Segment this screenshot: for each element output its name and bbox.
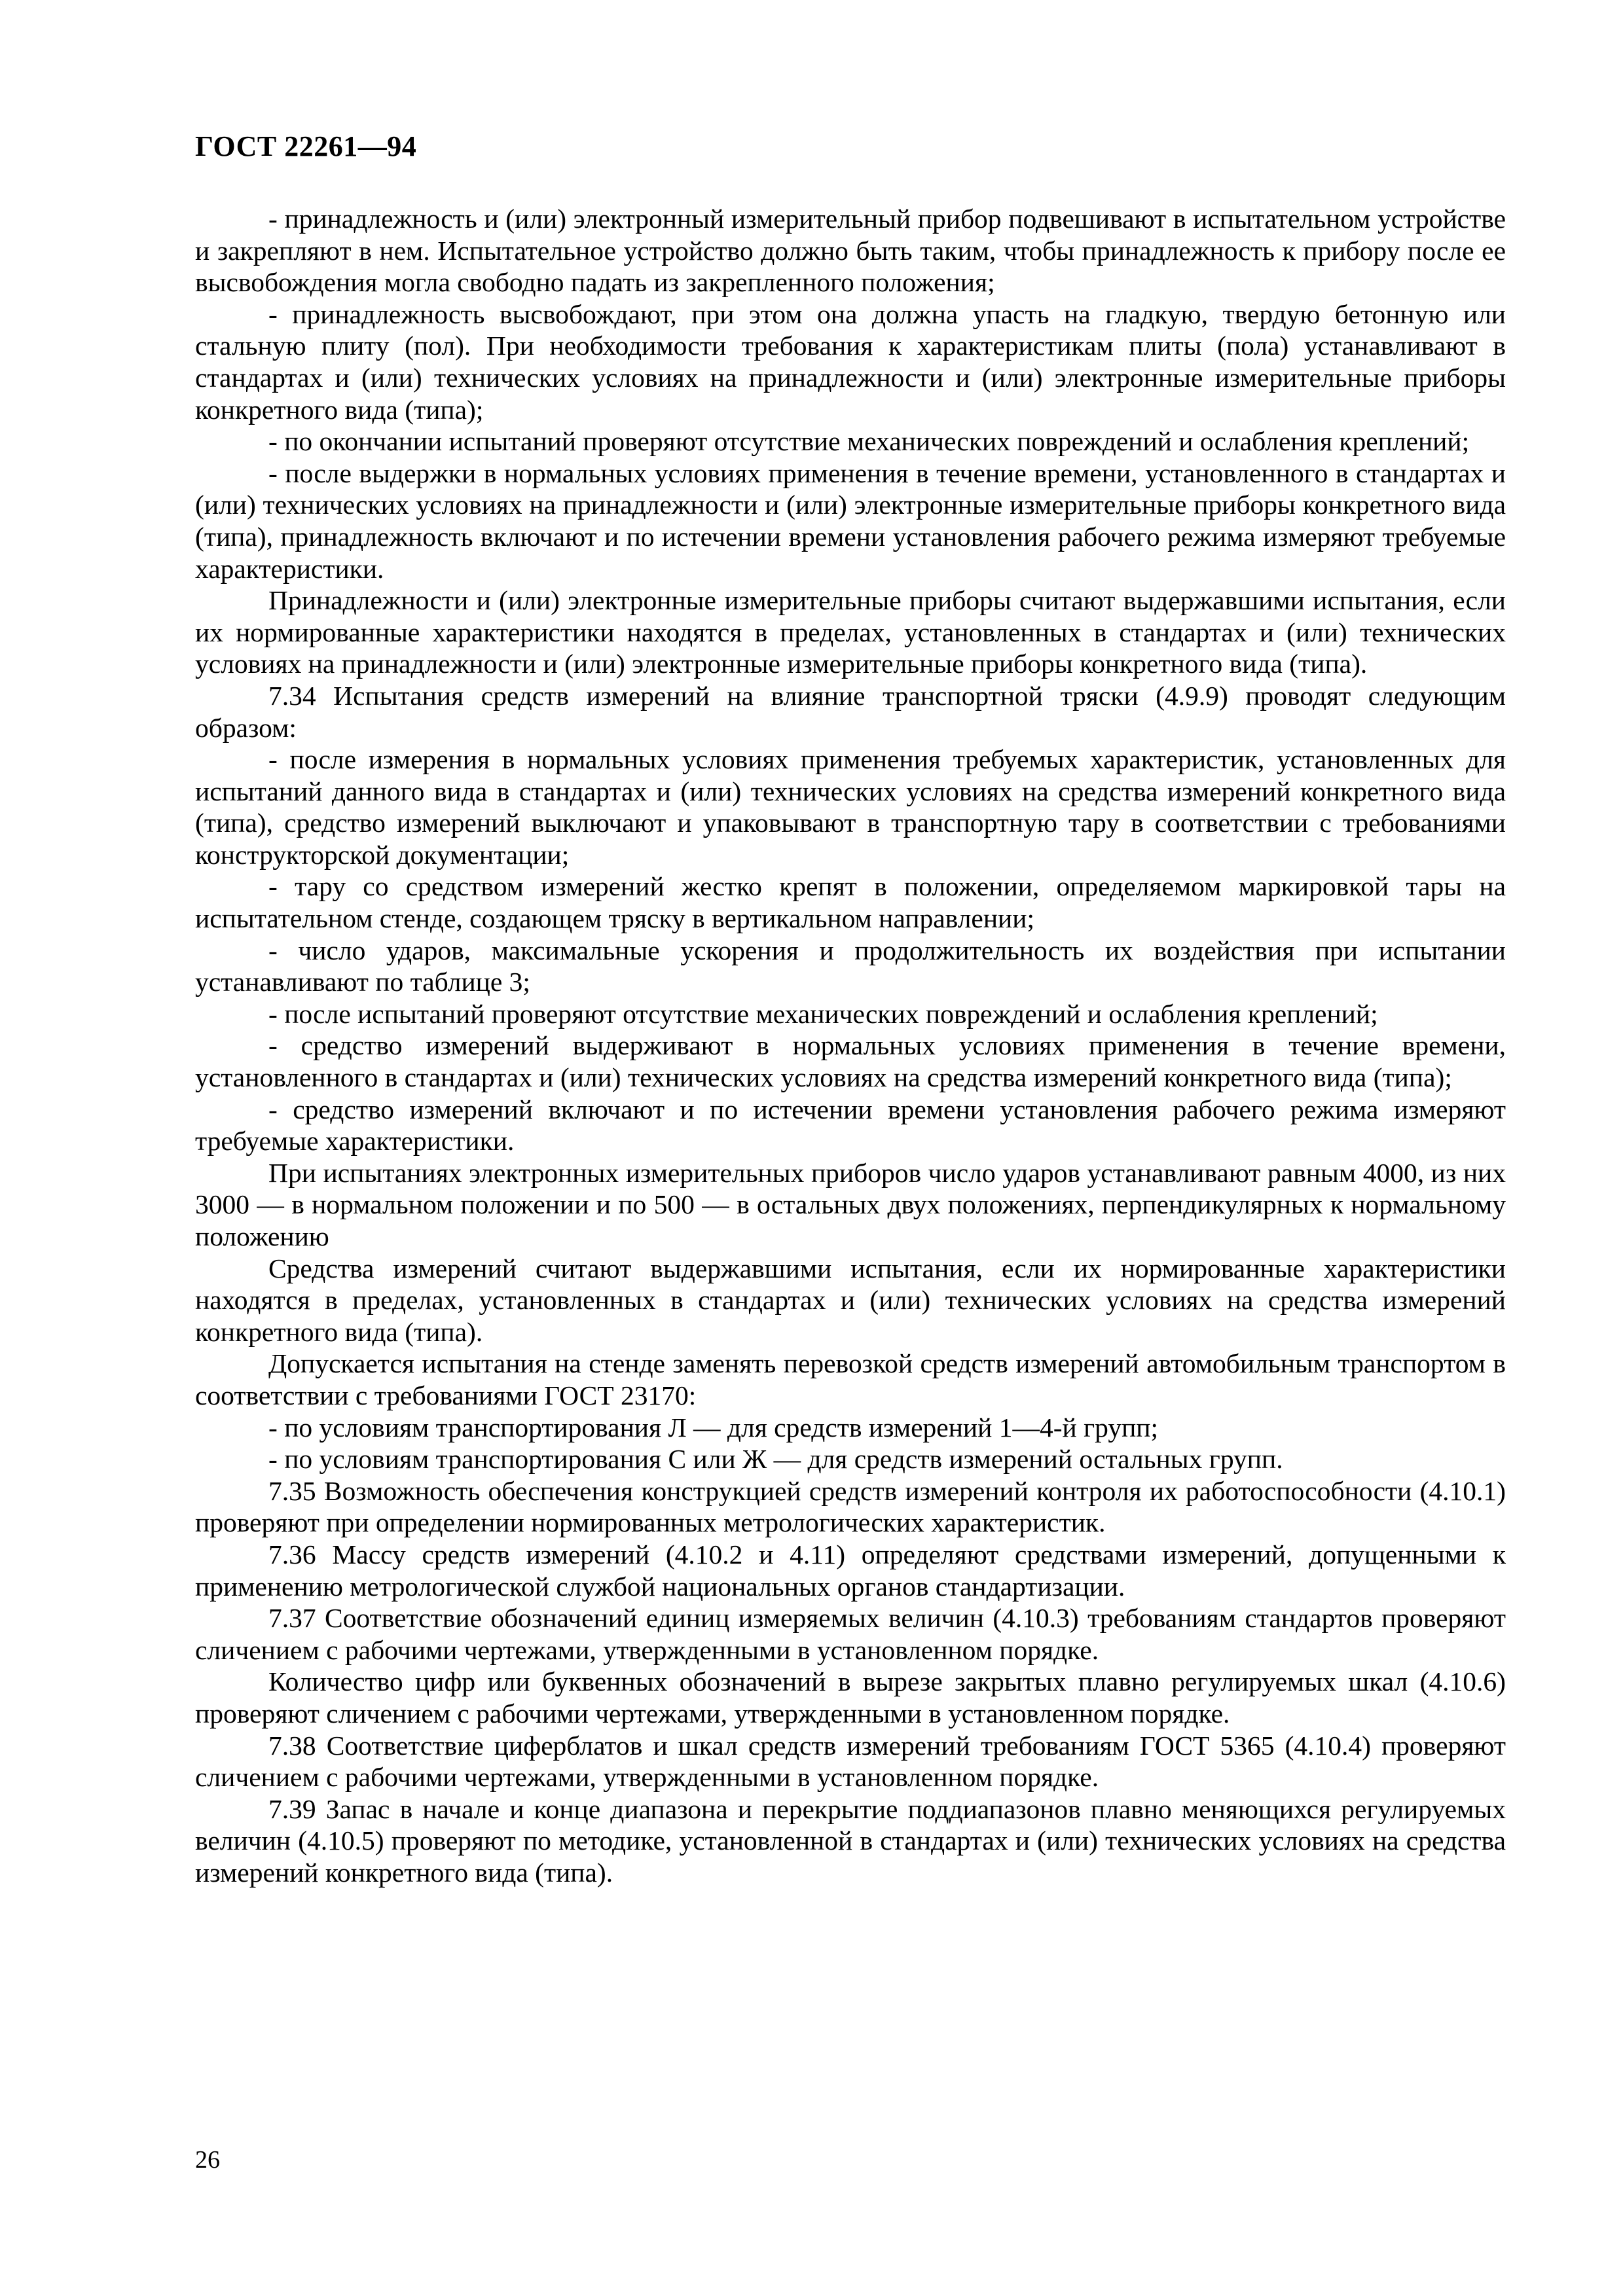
paragraph: - средство измерений включают и по истечении времени установления рабочего режима измеряют требуемые характеристики. [195,1094,1506,1157]
paragraph: 7.38 Соответствие циферблатов и шкал средств измерений требованиям ГОСТ 5365 (4.10.4) проверяют сличением с рабочими чертежами, утвержденными в установленном порядке. [195,1730,1506,1793]
paragraph: Средства измерений считают выдержавшими испытания, если их нормированные характеристики находятся в пределах, установленных в стандартах и (или) технических условиях на средства измерений конкретного вида (типа). [195,1253,1506,1347]
document-header: ГОСТ 22261—94 [195,130,417,162]
paragraph: - после выдержки в нормальных условиях применения в течение времени, установленного в стандартах и (или) технических условиях на принадлежности и (или) электронные измерительные приборы конкретного вида (типа), принадлежность включают и по истечении времени установления рабочего режима измеряют требуемые характеристики. [195,457,1506,584]
paragraph: - принадлежность и (или) электронный измерительный прибор подвешивают в испытательном устройстве и закрепляют в нем. Испытательное устройство должно быть таким, чтобы принадлежность к прибору после ее высвобождения могла свободно падать из закрепленного положения; [195,204,1506,298]
paragraph: 7.34 Испытания средств измерений на влияние транспортной тряски (4.9.9) проводят следующим образом: [195,680,1506,743]
paragraph: - средство измерений выдерживают в нормальных условиях применения в течение времени, установленного в стандартах и (или) технических условиях на средства измерений конкретного вида (типа); [195,1030,1506,1093]
paragraph: - по условиям транспортирования Л — для средств измерений 1—4-й групп; [268,1412,1159,1443]
paragraph: - по окончании испытаний проверяют отсутствие механических повреждений и ослабления креплений; [268,426,1470,457]
document-body [195,203,1506,1888]
paragraph: 7.35 Возможность обеспечения конструкцией средств измерений контроля их работоспособности (4.10.1) проверяют при определении нормированных метрологических характеристик. [195,1475,1506,1538]
paragraph: 7.37 Соответствие обозначений единиц измеряемых величин (4.10.3) требованиям стандартов проверяют сличением с рабочими чертежами, утвержденными в установленном порядке. [195,1603,1506,1665]
paragraph: - число ударов, максимальные ускорения и продолжительность их воздействия при испытании устанавливают по таблице 3; [195,935,1506,997]
paragraph: - принадлежность высвобождают, при этом она должна упасть на гладкую, твердую бетонную или стальную плиту (пол). При необходимости требования к характеристикам плиты (пола) устанавливают в стандартах и (или) технических условиях на принадлежности и (или) электронные измерительные приборы конкретного вида (типа); [195,298,1506,425]
paragraph: - после испытаний проверяют отсутствие механических повреждений и ослабления креплений; [268,998,1378,1029]
paragraph: - по условиям транспортирования С или Ж — для средств измерений остальных групп. [268,1444,1283,1475]
paragraph: - тару со средством измерений жестко крепят в положении, определяемом маркировкой тары на испытательном стенде, создающем тряску в вертикальном направлении; [195,871,1506,934]
paragraph: Допускается испытания на стенде заменять перевозкой средств измерений автомобильным транспортом в соответствии с требованиями ГОСТ 23170: [195,1348,1506,1410]
paragraph: При испытаниях электронных измерительных приборов число ударов устанавливают равным 4000, из них 3000 — в нормальном положении и по 500 — в остальных двух положениях, перпендикулярных к нормальному положению [195,1157,1506,1251]
paragraph: 7.36 Массу средств измерений (4.10.2 и 4.11) определяют средствами измерений, допущенными к применению метрологической службой национальных органов стандартизации. [195,1539,1506,1602]
paragraph: Количество цифр или буквенных обозначений в вырезе закрытых плавно регулируемых шкал (4.10.6) проверяют сличением с рабочими чертежами, утвержденными в установленном порядке. [195,1666,1506,1729]
paragraph: Принадлежности и (или) электронные измерительные приборы считают выдержавшими испытания, если их нормированные характеристики находятся в пределах, установленных в стандартах и (или) технических условиях на принадлежности и (или) электронные измерительные приборы конкретного вида (типа). [195,585,1506,679]
paragraph: - после измерения в нормальных условиях применения требуемых характеристик, установленных для испытаний данного вида в стандартах и (или) технических условиях на средства измерений конкретного вида (типа), средство измерений выключают и упаковывают в транспортную тару в соответствии с требованиями конструкторской документации; [195,744,1506,870]
paragraph: 7.39 Запас в начале и конце диапазона и перекрытие поддиапазонов плавно меняющихся регулируемых величин (4.10.5) проверяют по методике, установленной в стандартах и (или) технических условиях на средства измерений конкретного вида (типа). [195,1793,1506,1888]
page-number: 26 [195,2146,220,2174]
